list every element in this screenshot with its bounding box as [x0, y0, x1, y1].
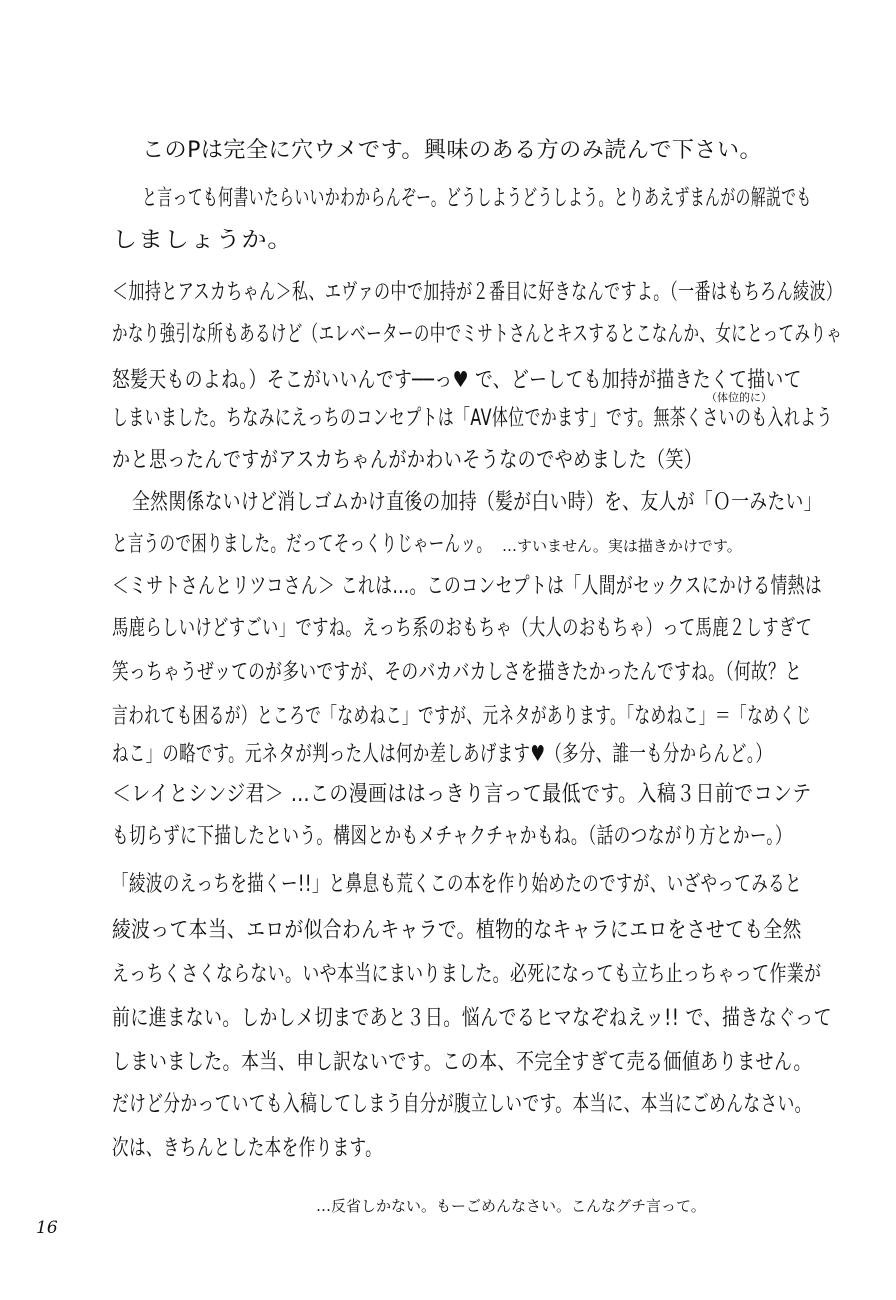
text-line: だけど分かっていても入稿してしまう自分が腹立しいです。本当に、本当にごめんなさい。 [112, 1092, 812, 1117]
text-line: 馬鹿らしいけどすごい」ですね。えっち系のおもちゃ（大人のおもちゃ）って馬鹿２しすぎて [112, 616, 813, 641]
text-line: 怒髪天ものよね。）そこがいいんです──っ♥ で、どーしても加持が描きたくて描いて [112, 368, 802, 393]
text-line: 全然関係ないけど消しゴムかけ直後の加持（髪が白い時）を、友人が「Ｏ一みたい」 [132, 490, 822, 515]
text-line: かなり強引な所もあるけど（エレベーターの中でミサトさんとキスするとこなんか、女にとってみりゃ [112, 322, 843, 347]
text-line: 言われても困るが）ところで「なめねこ」ですが、元ネタがあります。「なめねこ」＝「なめくじ [112, 704, 812, 729]
text-line: ＜ミサトさんとリツコさん＞ これは…。このコンセプトは「人間がセックスにかける情熱は [112, 574, 823, 599]
text-line: 前に進まない。しかしメ切まであと３日。悩んでるヒマなぞねえッ!! で、描きなぐって [112, 1006, 833, 1031]
text-line: ＜レイとシンジ君＞ …この漫画ははっきり言って最低です。入稿３日前でコンテ [112, 782, 812, 807]
text-line: しまいました。ちなみにえっちのコンセプトは「AV体位でかます」です。無茶くさいのも入れよう [112, 406, 833, 431]
text-line: 次は、きちんとした本を作ります。 [112, 1136, 383, 1161]
text-line: 笑っちゃうぜッてのが多いですが、そのバカバカしさを描きたかったんですね。（何故？と [112, 660, 803, 685]
text-line: このPは完全に穴ウメです。興味のある方のみ読んで下さい。 [142, 138, 763, 163]
text-line: 綾波って本当、エロが似合わんキャラで。植物的なキャラにエロをさせても全然 [112, 918, 802, 943]
aside-note: …すいません。実は描きかけです。 [502, 537, 742, 555]
text-line: えっちくさくならない。いや本当にまいりました。必死になっても立ち止っちゃって作業が [112, 962, 822, 987]
text-line: しましょうか。 [112, 228, 294, 253]
text-line: 「綾波のえっちを描くー!!」と鼻息も荒くこの本を作り始めたのですが、いざやってみると [112, 872, 802, 897]
page-number: 16 [36, 1218, 58, 1238]
closing-remark: …反省しかない。もーごめんなさい。こんなグチ言って。 [316, 1197, 706, 1215]
ruby-annotation: （体位的に） [706, 391, 772, 404]
text-line: ＜加持とアスカちゃん＞私、エヴァの中で加持が２番目に好きなんですよ。（一番はもちろん綾波） [112, 280, 843, 305]
text-line: ねこ」の略です。元ネタが判った人は何か差しあげます♥（多分、誰一も分からんど。） [112, 742, 773, 767]
text-line: と言っても何書いたらいいかわからんぞー。どうしようどうしよう。とりあえずまんがの解説でも [142, 186, 812, 211]
text-line: しまいました。本当、申し訳ないです。この本、不完全すぎて売る価値ありません。 [112, 1050, 812, 1075]
text-line: と言うので困りました。だってそっくりじゃーんッ。 [112, 532, 493, 557]
text-line: かと思ったんですがアスカちゃんがかわいそうなのでやめました（笑） [112, 448, 703, 473]
text-line: も切らずに下描したという。構図とかもメチャクチャかもね。（話のつながり方とかー。） [112, 824, 793, 849]
